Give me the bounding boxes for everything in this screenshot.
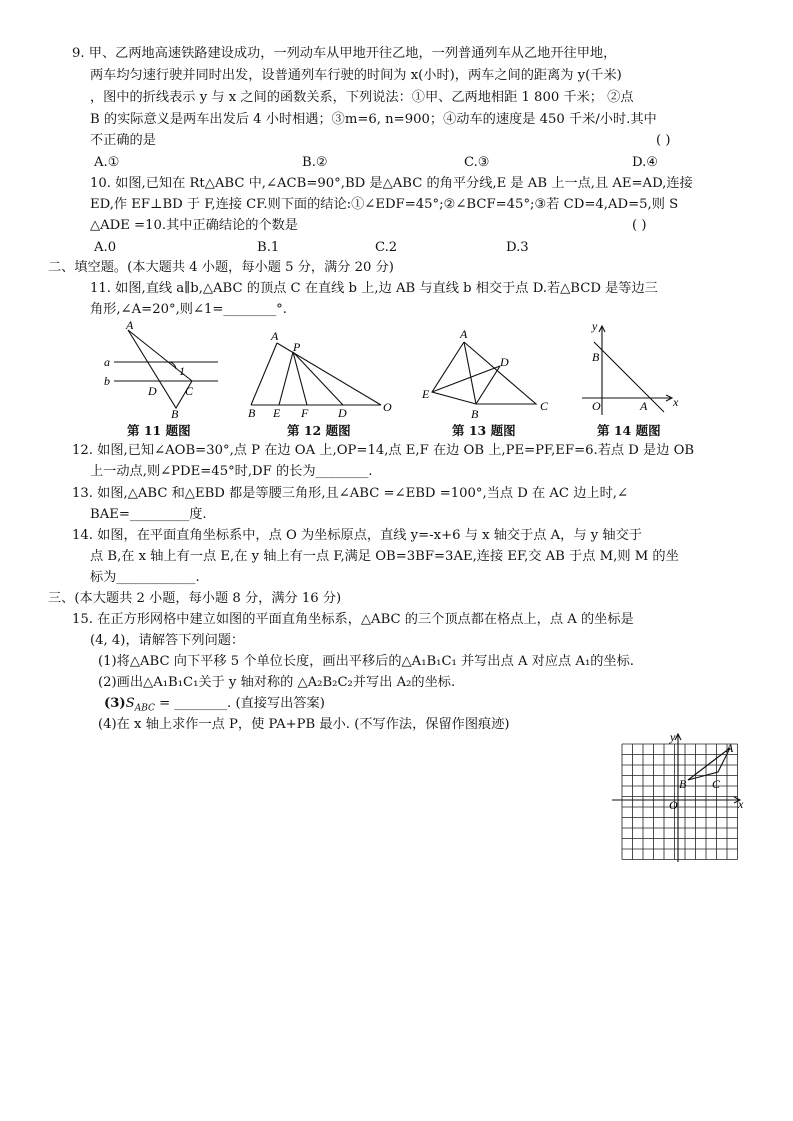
q14-line-3: 标为____________. xyxy=(90,570,200,585)
q11-line-2: 角形,∠A=20°,则∠1=________°. xyxy=(90,302,287,317)
q9-line-4: B 的实际意义是两车出发后 4 小时相遇；③m=6, n=900；④动车的速度是 450 千米/小时.其中 xyxy=(90,112,657,127)
fig12-label-o: O xyxy=(383,400,392,414)
fig12-label-a: A xyxy=(271,329,279,343)
q10-line-1: 10. 如图,已知在 Rt△ABC 中,∠ACB=90°,BD 是△ABC 的角平分线,E 是 AB 上一点,且 AE=AD,连接 xyxy=(90,176,693,191)
q12-line-2: 上一动点,则∠PDE=45°时,DF 的长为________. xyxy=(90,464,373,479)
q15-sub-3-number: (3) xyxy=(104,696,126,711)
q12-line-1: 12. 如图,已知∠AOB=30°,点 P 在边 OA 上,OP=14,点 E,F 在边 OB 上,PE=PF,EF=6.若点 D 是边 OB xyxy=(72,443,695,458)
q9-option-a: A.① xyxy=(94,155,120,170)
q11-line-1: 11. 如图,直线 a∥b,△ABC 的顶点 C 在直线 b 上,边 AB 与直线 b 相交于点 D.若△BCD 是等边三 xyxy=(90,281,658,296)
fig11-label-line-b: b xyxy=(104,374,110,388)
q15-sub-4: (4)在 x 轴上求作一点 P，使 PA+PB 最小. (不写作法，保留作图痕迹) xyxy=(98,717,510,732)
fig12-label-e: E xyxy=(273,406,281,420)
q15-line-2: (4, 4)，请解答下列问题： xyxy=(90,633,245,648)
q9-line-1: 9. 甲、乙两地高速铁路建设成功，一列动车从甲地开往乙地，一列普通列车从乙地开往甲地， xyxy=(72,46,617,61)
figure-12-caption: 第 12 题图 xyxy=(287,423,351,438)
q9-line-5: 不正确的是 xyxy=(90,133,156,148)
fig11-label-d: D xyxy=(148,384,157,398)
q9-answer-paren: ( ) xyxy=(656,133,671,148)
fig12-label-d: D xyxy=(338,406,347,420)
q13-line-2: BAE=_________度. xyxy=(90,507,207,522)
figure-11-caption: 第 11 题图 xyxy=(127,423,191,438)
fig11-label-c: C xyxy=(185,384,194,398)
fig15-label-b: B xyxy=(679,777,687,791)
q9-option-b: B.② xyxy=(302,155,328,170)
q9-option-d: D.④ xyxy=(632,155,659,170)
fig15-label-y: y xyxy=(670,730,676,744)
figure-14 xyxy=(578,320,688,420)
fig13-label-a: A xyxy=(460,327,468,341)
q15-sub-2: (2)画出△A₁B₁C₁关于 y 轴对称的 △A₂B₂C₂并写出 A₂的坐标. xyxy=(98,675,456,690)
section-2-heading: 二、填空题。(本大题共 4 小题，每小题 5 分，满分 20 分) xyxy=(48,260,394,275)
q10-line-2: ED,作 EF⊥BD 于 F,连接 CF.则下面的结论:①∠EDF=45°;②∠BCF=45°;③若 CD=4,AD=5,则 S xyxy=(90,197,679,212)
fig13-label-d: D xyxy=(500,355,509,369)
fig11-label-line-a: a xyxy=(104,355,110,369)
fig12-label-f: F xyxy=(301,406,309,420)
figure-11 xyxy=(100,318,230,428)
grid-lines xyxy=(622,744,738,860)
fig14-label-a: A xyxy=(640,399,648,413)
q15-sub-3-area-subscript: ABC xyxy=(134,703,155,714)
q9-line-2: 两车均匀速行驶并同时出发，设普通列车行驶的时间为 x(小时)，两车之间的距离为 y(千米) xyxy=(90,68,622,83)
fig13-label-b: B xyxy=(471,407,479,421)
fig15-label-a: A xyxy=(726,741,734,755)
fig11-label-b: B xyxy=(171,407,179,421)
q15-line-1: 15. 在正方形网格中建立如图的平面直角坐标系，△ABC 的三个顶点都在格点上，点 A 的坐标是 xyxy=(72,612,634,627)
q10-option-b: B.1 xyxy=(257,240,280,255)
q15-sub-3-area-symbol: S xyxy=(125,696,135,711)
q10-answer-paren: ( ) xyxy=(632,218,647,233)
figure-15-grid xyxy=(612,730,752,866)
q10-option-c: C.2 xyxy=(375,240,398,255)
q14-line-1: 14. 如图，在平面直角坐标系中，点 O 为坐标原点，直线 y=-x+6 与 x 轴交于点 A，与 y 轴交于 xyxy=(72,528,642,543)
q10-option-a: A.0 xyxy=(94,240,117,255)
fig14-label-y: y xyxy=(592,319,598,333)
fig13-label-e: E xyxy=(422,387,430,401)
fig15-label-c: C xyxy=(712,777,721,791)
fig14-label-o: O xyxy=(592,399,601,413)
q10-line-3: △ADE =10.其中正确结论的个数是 xyxy=(90,218,298,233)
fig12-label-b: B xyxy=(248,406,256,420)
fig13-label-c: C xyxy=(540,399,549,413)
q14-line-2: 点 B,在 x 轴上有一点 E,在 y 轴上有一点 F,满足 OB=3BF=3AE,连接 EF,交 AB 于点 M,则 M 的坐 xyxy=(90,549,679,564)
q9-option-c: C.③ xyxy=(464,155,490,170)
fig15-label-x: x xyxy=(738,797,744,811)
fig11-label-a: A xyxy=(126,318,134,332)
figure-13-caption: 第 13 题图 xyxy=(452,423,516,438)
fig14-label-x: x xyxy=(673,395,679,409)
figure-14-caption: 第 14 题图 xyxy=(597,423,661,438)
figure-13 xyxy=(418,326,558,421)
fig15-label-o: O xyxy=(669,798,678,812)
q10-option-d: D.3 xyxy=(506,240,529,255)
fig14-label-b: B xyxy=(592,350,600,364)
fig12-label-p: P xyxy=(293,340,301,354)
q9-line-3: ，图中的折线表示 y 与 x 之间的函数关系，下列说法：①甲、乙两地相距 1 800 千米； ②点 xyxy=(90,90,634,105)
figure-12 xyxy=(245,325,400,420)
q13-line-1: 13. 如图,△ABC 和△EBD 都是等腰三角形,且∠ABC =∠EBD =100°,当点 D 在 AC 边上时,∠ xyxy=(72,486,629,501)
fig11-label-1: 1 xyxy=(179,364,185,378)
q15-sub-3-blank: = ________. (直接写出答案) xyxy=(154,696,325,711)
section-3-heading: 三、(本大题共 2 小题，每小题 8 分，满分 16 分) xyxy=(48,591,342,606)
q15-sub-1: (1)将△ABC 向下平移 5 个单位长度，画出平移后的△A₁B₁C₁ 并写出点 A 对应点 A₁的坐标. xyxy=(98,654,634,669)
